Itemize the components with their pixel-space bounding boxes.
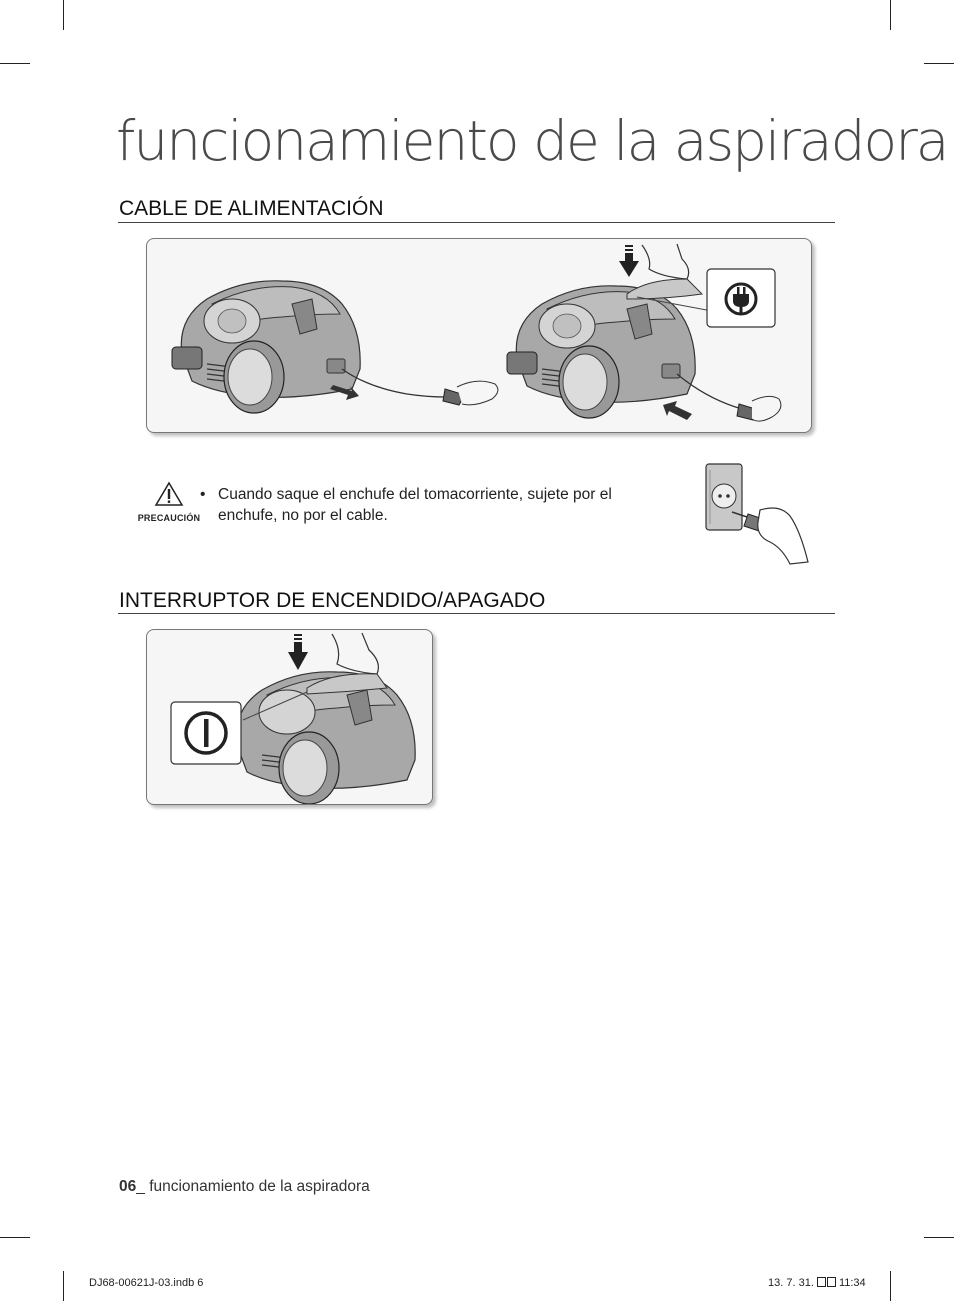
cord-rewind-icon xyxy=(707,269,775,327)
crop-mark xyxy=(924,1237,954,1238)
page-number: 06 xyxy=(119,1178,137,1195)
crop-mark xyxy=(0,63,30,64)
down-arrow-icon xyxy=(619,245,639,277)
crop-mark xyxy=(924,63,954,64)
section-heading-power-switch: INTERRUPTOR DE ENCENDIDO/APAGADO xyxy=(119,589,546,612)
section-rule xyxy=(118,222,835,223)
slug-date xyxy=(768,1277,866,1289)
section-heading-power-cord: CABLE DE ALIMENTACIÓN xyxy=(119,197,384,220)
section-rule xyxy=(118,613,835,614)
power-cord-figure xyxy=(146,238,812,433)
glyph-box xyxy=(817,1277,826,1287)
page-separator: _ xyxy=(136,1178,150,1195)
slug-date-text: 13. 7. 31. xyxy=(768,1277,817,1289)
caution-list xyxy=(200,484,660,526)
caution-block xyxy=(134,481,204,523)
glyph-box xyxy=(827,1277,836,1287)
page-footer xyxy=(119,1178,370,1196)
caution-label: PRECAUCIÓN xyxy=(137,513,201,523)
caution-bullet: • Cuando saque el enchufe del tomacorriente, sujete por el enchufe, no por el cable. xyxy=(200,484,660,526)
power-switch-figure xyxy=(146,629,433,805)
crop-mark xyxy=(890,0,891,30)
wall-outlet-icon xyxy=(700,460,812,566)
crop-mark xyxy=(890,1271,891,1301)
footer-text: funcionamiento de la aspiradora xyxy=(149,1178,370,1195)
page-title: funcionamiento de la aspiradora xyxy=(116,109,948,173)
crop-mark xyxy=(63,0,64,30)
down-arrow-icon xyxy=(288,634,308,670)
crop-mark xyxy=(63,1271,64,1301)
slug-time: 11:34 xyxy=(838,1277,866,1289)
slug-file: DJ68-00621J-03.indb 6 xyxy=(89,1277,204,1289)
power-icon xyxy=(171,702,241,764)
crop-mark xyxy=(0,1237,30,1238)
warning-triangle-icon xyxy=(154,481,184,507)
